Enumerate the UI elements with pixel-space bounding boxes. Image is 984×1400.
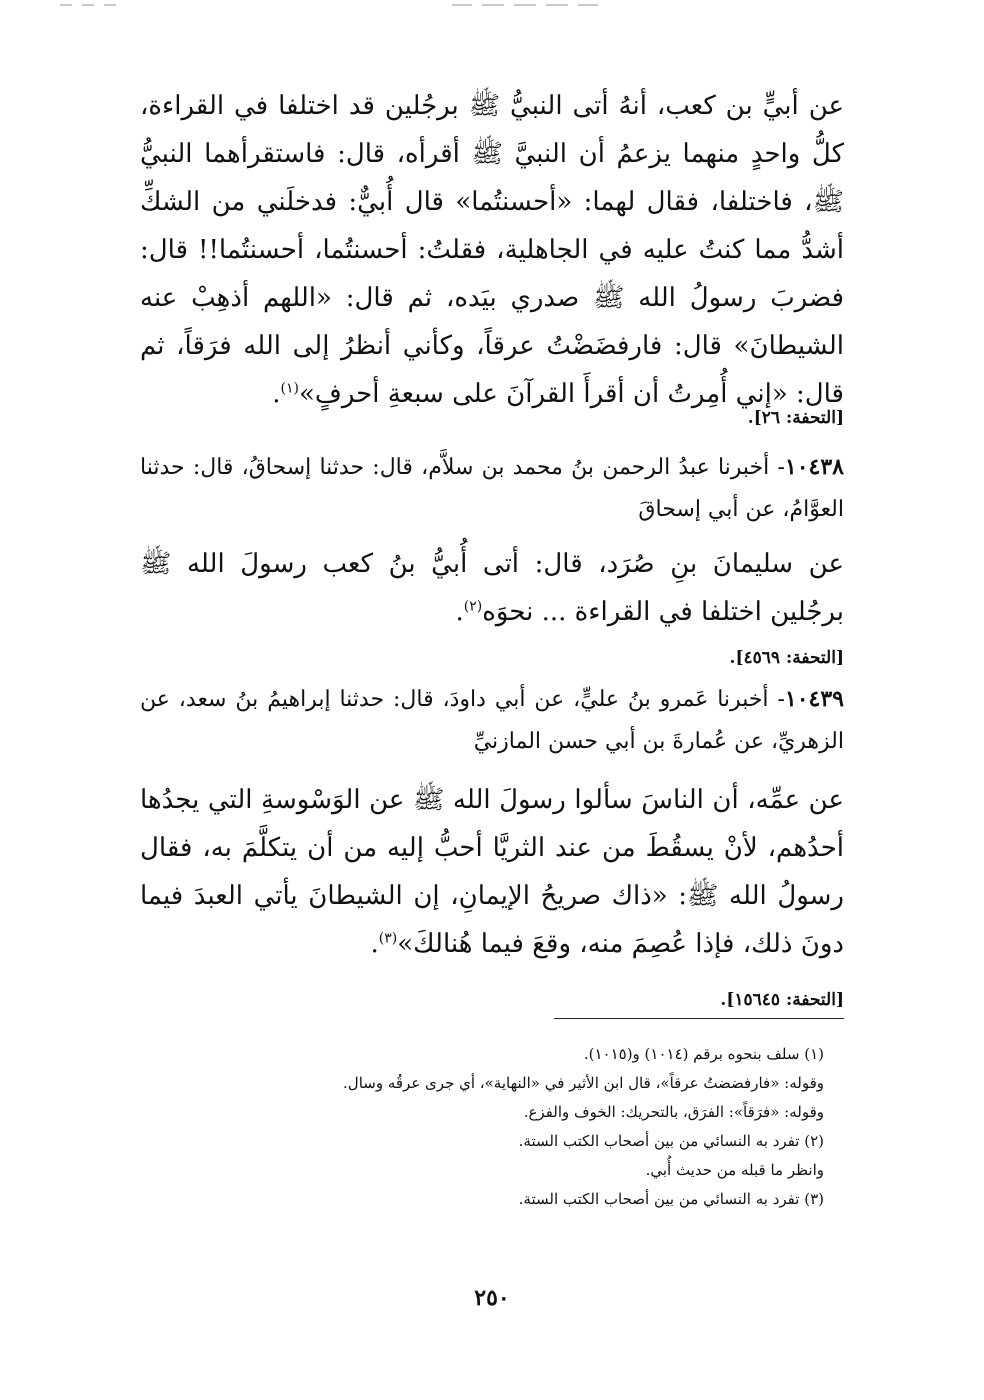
hadith-matn: عن سليمانَ بنِ صُرَد، قال: أتى أُبيُّ بنُ كعب رسولَ الله ﷺ برجُلين اختلفا في القراءة ... نحوَه$^{(٢)}$.: [140, 549, 844, 627]
hadith-isnad: ١٠٤٣٩- أخبرنا عَمرو بنُ عليٍّ، عن أبي داودَ، قال: حدثنا إبراهيمُ بنُ سعد، عن الزهريِّ، عن عُمارةَ بن أبي حسن المازنيِّ: [140, 686, 844, 754]
footnote-marker: (١): [280, 380, 299, 397]
hadith-10438-matn-block: [140, 540, 844, 636]
hadith-10439-isnad-block: [140, 678, 844, 763]
footnote-line: (٢) تفرد به النسائي من بين أصحاب الكتب الستة.: [518, 1132, 824, 1150]
footnote-divider: [554, 1018, 844, 1019]
hadith-10438-isnad-block: [140, 446, 844, 531]
hadith-number: ١٠٤٣٨: [784, 454, 844, 480]
footnote-line: (١) سلف بنحوه برقم (١٠١٤) و(١٠١٥).: [583, 1045, 824, 1063]
footnote-line: وقوله: «فارفضضتُ عرقاً»، قال ابن الأثير في «النهاية»، أي جرى عرقُه وسال.: [343, 1074, 824, 1092]
footnotes: [264, 1040, 824, 1214]
footnote-line: وقوله: «فرَقاً»: الفرَق، بالتحريك: الخوف والفزع.: [523, 1103, 824, 1121]
footnote-line: وانظر ما قبله من حديث أُبي.: [645, 1161, 824, 1179]
footnote-marker: (٣): [378, 930, 398, 947]
footnote-marker: (٢): [463, 598, 483, 615]
hadith-10439-matn-block: [140, 776, 844, 968]
hadith-matn: عن عمِّه، أن الناسَ سألوا رسولَ الله ﷺ عن الوَسْوسةِ التي يجدُها أحدُهم، لأنْ يسقُطَ من عند الثريَّا أحبُّ إليه من أن يتكلَّمَ به، فقال رسولُ الله ﷺ: «ذاك صريحُ الإيمانِ، إن الشيطانَ يأتي العبدَ فيما دونَ ذلك، فإذا عُصِمَ منه، وقعَ فيما هُنالكَ»$^{(٣)}$.: [140, 785, 844, 959]
tuhfa-reference: [التحفة: ٤٥٦٩].: [729, 648, 844, 668]
footnote-line: (٣) تفرد به النسائي من بين أصحاب الكتب الستة.: [518, 1190, 824, 1208]
tuhfa-reference: [التحفة: ١٥٦٤٥].: [720, 990, 844, 1010]
hadith-prev-block: [140, 82, 844, 418]
page-number: ٢٥٠: [474, 1285, 510, 1311]
scan-artifact-marks: [0, 4, 984, 10]
tuhfa-reference: [التحفة: ٢٦].: [747, 408, 844, 428]
hadith-number: ١٠٤٣٩: [784, 686, 844, 712]
hadith-isnad: ١٠٤٣٨- أخبرنا عبدُ الرحمن بنُ محمد بن سلاَّم، قال: حدثنا إسحاقُ، قال: حدثنا العوَّامُ، عن أبي إسحاقَ: [140, 454, 844, 522]
hadith-prev-text: عن أبيٍّ بن كعب، أنهُ أتى النبيُّ ﷺ برجُلين قد اختلفا في القراءة، كلُّ واحدٍ منهما يزعمُ أن النبيَّ ﷺ أقرأه، قال: فاستقرأهما النبيُّ ﷺ، فاختلفا، فقال لهما: «أحسنتُما» قال أُبيٌّ: فدخلَني من الشكِّ أشدُّ مما كنتُ عليه في الجاهلية، فقلتُ: أحسنتُما، أحسنتُما!! قال: فضربَ رسولُ الله ﷺ صدري بيَده، ثم قال: «اللهم أذهِبْ عنه الشيطانَ» قال: فارفضَضْتُ عرقاً، وكأني أنظرُ إلى الله فرَقاً، ثم قال: «إني أُمِرتُ أن أقرأَ القرآنَ على سبعةِ أحرفٍ»$^{(١)}$.: [140, 91, 844, 409]
